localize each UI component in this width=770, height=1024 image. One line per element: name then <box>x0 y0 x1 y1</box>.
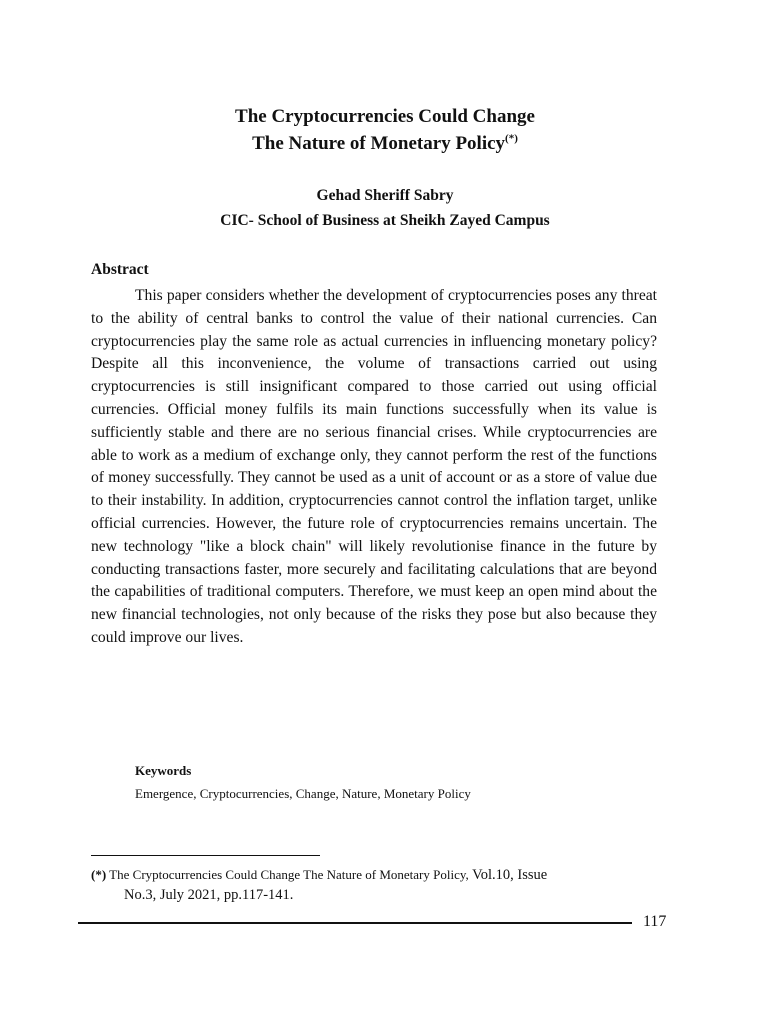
footnote <box>91 865 666 905</box>
paper-title <box>0 103 770 157</box>
author-affiliation: CIC- School of Business at Sheikh Zayed Campus <box>220 212 550 229</box>
author-block <box>0 183 770 233</box>
page-number: 117 <box>643 913 667 930</box>
title-line-2 <box>0 130 770 157</box>
footnote-meta-line-1: Vol.10, Issue <box>468 867 548 883</box>
footnote-divider <box>91 855 320 856</box>
title-line-1: The Cryptocurrencies Could Change <box>235 106 535 127</box>
keywords-list: Emergence, Cryptocurrencies, Change, Nature, Monetary Policy <box>135 786 471 801</box>
footnote-text: The Cryptocurrencies Could Change The Nature of Monetary Policy, <box>106 867 469 882</box>
keywords-heading: Keywords <box>135 763 192 778</box>
footnote-mark: (*) <box>91 867 107 882</box>
footnote-meta-line-2: No.3, July 2021, pp.117-141. <box>124 887 294 903</box>
title-line-2-text: The Nature of Monetary Policy <box>252 133 506 154</box>
author-name: Gehad Sheriff Sabry <box>316 187 454 204</box>
abstract-heading: Abstract <box>91 261 149 278</box>
page-footer-rule <box>78 922 632 924</box>
title-footnote-mark[interactable]: (*) <box>505 132 518 145</box>
abstract-body: This paper considers whether the development of cryptocurrencies poses any threat to the ability of central banks to control the value of their national currencies. Can cryptocurrencies play the same role as actual currencies in influencing monetary policy? Despite all this inconvenience, the volume of transactions carried out using cryptocurrencies is still insignificant compared to those carried out using official currencies. Official money fulfils its main functions successfully when its value is sufficiently stable and there are no serious financial crises. While cryptocurrencies are able to work as a medium of exchange only, they cannot perform the rest of the functions of money successfully. They cannot be used as a unit of account or as a store of value due to their instability. In addition, cryptocurrencies cannot control the inflation target, unlike official currencies. However, the future role of cryptocurrencies remains uncertain. The new technology "like a block chain" will likely revolutionise finance in the future by conducting transactions faster, more securely and facilitating calculations that are beyond the capabilities of traditional computers. Therefore, we must keep an open mind about the new financial technologies, not only because of the risks they pose but also because they could improve our lives. <box>91 287 657 646</box>
